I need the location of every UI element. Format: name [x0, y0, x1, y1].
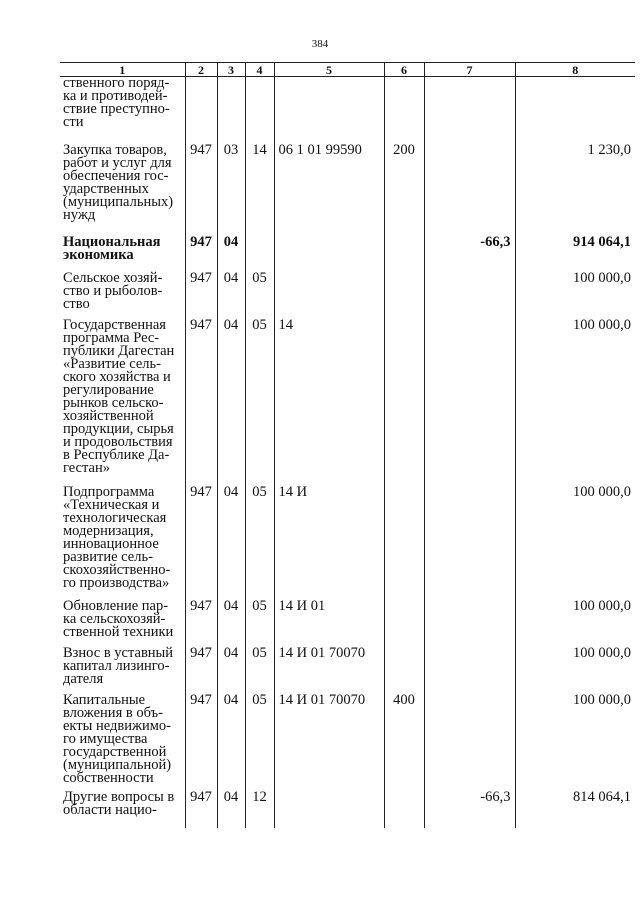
row-expense-type: 200: [384, 144, 424, 236]
row-change-amount: [424, 319, 515, 486]
row-target-article: 14 И: [274, 486, 384, 600]
row-description: Национальная экономика: [63, 234, 161, 263]
row-description: Капитальные вложения в объ- екты недвижимо- го имущества государственной (муниципальной) собственности: [63, 692, 172, 786]
row-expense-type: [384, 647, 424, 694]
row-section-code: 04: [217, 647, 245, 694]
row-change-amount: [424, 77, 515, 145]
table-row: [60, 77, 635, 145]
row-target-article: 14 И 01 70070: [274, 694, 384, 791]
row-ministry-code: [185, 77, 217, 145]
row-ministry-code: 947: [185, 647, 217, 694]
row-target-article: [274, 77, 384, 145]
row-subsection-code: 12: [245, 791, 274, 828]
row-subsection-code: 05: [245, 272, 274, 319]
row-expense-type: [384, 319, 424, 486]
row-change-amount: [424, 486, 515, 600]
row-section-code: 03: [217, 144, 245, 236]
row-total-amount: 100 000,0: [515, 319, 635, 486]
row-ministry-code: 947: [185, 694, 217, 791]
row-change-amount: [424, 694, 515, 791]
row-description: Другие вопросы в области нацио-: [63, 789, 175, 818]
table-row: [60, 486, 635, 600]
row-subsection-code: 05: [245, 694, 274, 791]
row-ministry-code: 947: [185, 319, 217, 486]
table-row: [60, 647, 635, 694]
budget-table: [60, 62, 635, 828]
row-change-amount: -66,3: [424, 791, 515, 828]
row-expense-type: [384, 600, 424, 647]
row-subsection-code: 05: [245, 647, 274, 694]
row-total-amount: 100 000,0: [515, 694, 635, 791]
row-section-code: [217, 77, 245, 145]
table-row: [60, 319, 635, 486]
row-description: Взнос в уставный капитал лизинго- дателя: [63, 645, 174, 687]
row-ministry-code: 947: [185, 272, 217, 319]
row-ministry-code: 947: [185, 486, 217, 600]
row-target-article: [274, 272, 384, 319]
row-target-article: [274, 791, 384, 828]
row-change-amount: [424, 600, 515, 647]
row-target-article: [274, 236, 384, 272]
header-col-2: 2: [185, 63, 217, 77]
header-col-1: 1: [60, 63, 185, 77]
row-expense-type: [384, 272, 424, 319]
header-col-6: 6: [384, 63, 424, 77]
table-row: [60, 600, 635, 647]
row-subsection-code: 05: [245, 486, 274, 600]
table-row: [60, 694, 635, 791]
row-expense-type: [384, 236, 424, 272]
row-section-code: 04: [217, 486, 245, 600]
page-number: 384: [311, 38, 329, 50]
header-col-3: 3: [217, 63, 245, 77]
row-total-amount: 1 230,0: [515, 144, 635, 236]
row-section-code: 04: [217, 236, 245, 272]
row-description: Сельское хозяй- ство и рыболов- ство: [63, 270, 163, 312]
row-description: ственного поряд- ка и противодей- ствие преступно- сти: [63, 75, 170, 130]
row-ministry-code: 947: [185, 600, 217, 647]
row-section-code: 04: [217, 694, 245, 791]
row-description: Государственная программа Рес- публики Дагестан «Развитие сель- ского хозяйства и регулирование рынков сельско- хозяйственной продукции, сырья и продовольствия в Республике Да- гестан»: [63, 317, 175, 476]
header-col-5: 5: [274, 63, 384, 77]
row-subsection-code: 14: [245, 144, 274, 236]
row-subsection-code: [245, 77, 274, 145]
row-change-amount: [424, 647, 515, 694]
row-change-amount: -66,3: [424, 236, 515, 272]
row-subsection-code: [245, 236, 274, 272]
table-row: [60, 272, 635, 319]
row-target-article: 14 И 01: [274, 600, 384, 647]
row-total-amount: 100 000,0: [515, 647, 635, 694]
row-section-code: 04: [217, 791, 245, 828]
row-expense-type: [384, 791, 424, 828]
row-expense-type: [384, 77, 424, 145]
header-col-7: 7: [424, 63, 515, 77]
row-total-amount: 100 000,0: [515, 486, 635, 600]
row-ministry-code: 947: [185, 236, 217, 272]
row-target-article: 14 И 01 70070: [274, 647, 384, 694]
row-section-code: 04: [217, 272, 245, 319]
row-total-amount: 914 064,1: [515, 236, 635, 272]
row-description: Подпрограмма «Техническая и технологическая модернизация, инновационное развитие сель- скохозяйственно- го производства»: [63, 484, 171, 591]
row-description: Обновление пар- ка сельскохозяй- ственной техники: [63, 598, 174, 640]
row-target-article: 06 1 01 99590: [274, 144, 384, 236]
row-total-amount: 814 064,1: [515, 791, 635, 828]
row-description: Закупка товаров, работ и услуг для обеспечения гос- ударственных (муниципальных) нужд: [63, 142, 174, 223]
row-ministry-code: 947: [185, 791, 217, 828]
row-target-article: 14: [274, 319, 384, 486]
row-total-amount: 100 000,0: [515, 600, 635, 647]
table-body: [60, 77, 635, 829]
row-section-code: 04: [217, 600, 245, 647]
row-total-amount: [515, 77, 635, 145]
row-total-amount: 100 000,0: [515, 272, 635, 319]
row-subsection-code: 05: [245, 319, 274, 486]
row-ministry-code: 947: [185, 144, 217, 236]
header-col-8: 8: [515, 63, 635, 77]
table-row: [60, 144, 635, 236]
table-row: [60, 791, 635, 828]
row-subsection-code: 05: [245, 600, 274, 647]
header-col-4: 4: [245, 63, 274, 77]
row-expense-type: [384, 486, 424, 600]
row-change-amount: [424, 144, 515, 236]
table-row: [60, 236, 635, 272]
row-expense-type: 400: [384, 694, 424, 791]
row-section-code: 04: [217, 319, 245, 486]
row-change-amount: [424, 272, 515, 319]
